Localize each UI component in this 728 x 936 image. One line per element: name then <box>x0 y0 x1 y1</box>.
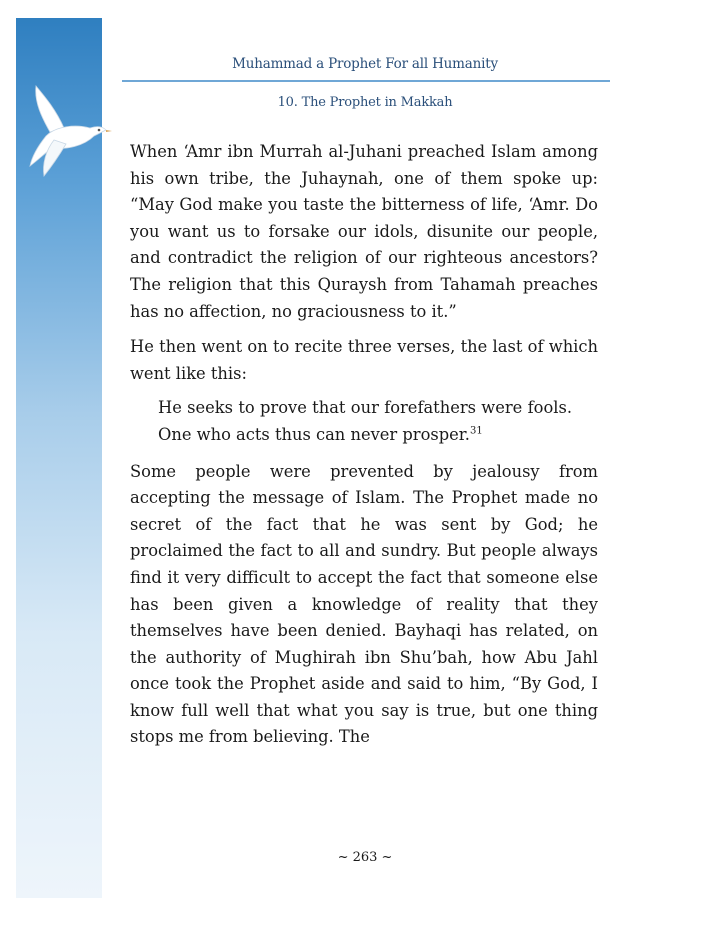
body-text <box>130 139 598 751</box>
header-divider <box>122 80 610 82</box>
chapter-title: 10. The Prophet in Makkah <box>277 95 453 110</box>
paragraph: Some people were prevented by jealousy from accepting the message of Islam. The Prophet made no secret of the fact that he was sent by God; he proclaimed the fact to all and sundry. But people always find it very difficult to accept the fact that someone else has been given a knowledge of reality that they themselves have been denied. Bayhaqi has related, on the authority of Mughirah ibn Shu’bah, how Abu Jahl once took the Prophet aside and said to him, “By God, I know full well that what you say is true, but one thing stops me from believing. The <box>130 461 598 747</box>
running-title: Muhammad a Prophet For all Humanity <box>232 56 498 72</box>
page-number: ~ 263 ~ <box>337 850 393 865</box>
dove-icon <box>20 80 116 180</box>
paragraph: When ‘Amr ibn Murrah al-Juhani preached Islam among his own tribe, the Juhaynah, one of them spoke up: “May God make you taste the bitterness of life, ‘Amr. Do you want us to forsake our idols, disunite our people, and contradict the religion of our righteous ancestors? The religion that this Quraysh from Tahamah preaches has no affection, no graciousness to it.” <box>130 142 598 321</box>
block-quote <box>158 395 572 448</box>
footnote-reference[interactable]: 31 <box>469 425 483 437</box>
quote-text: He seeks to prove that our forefathers were fools. One who acts thus can never prosper. <box>158 398 572 444</box>
paragraph: He then went on to recite three verses, the last of which went like this: <box>130 337 598 383</box>
